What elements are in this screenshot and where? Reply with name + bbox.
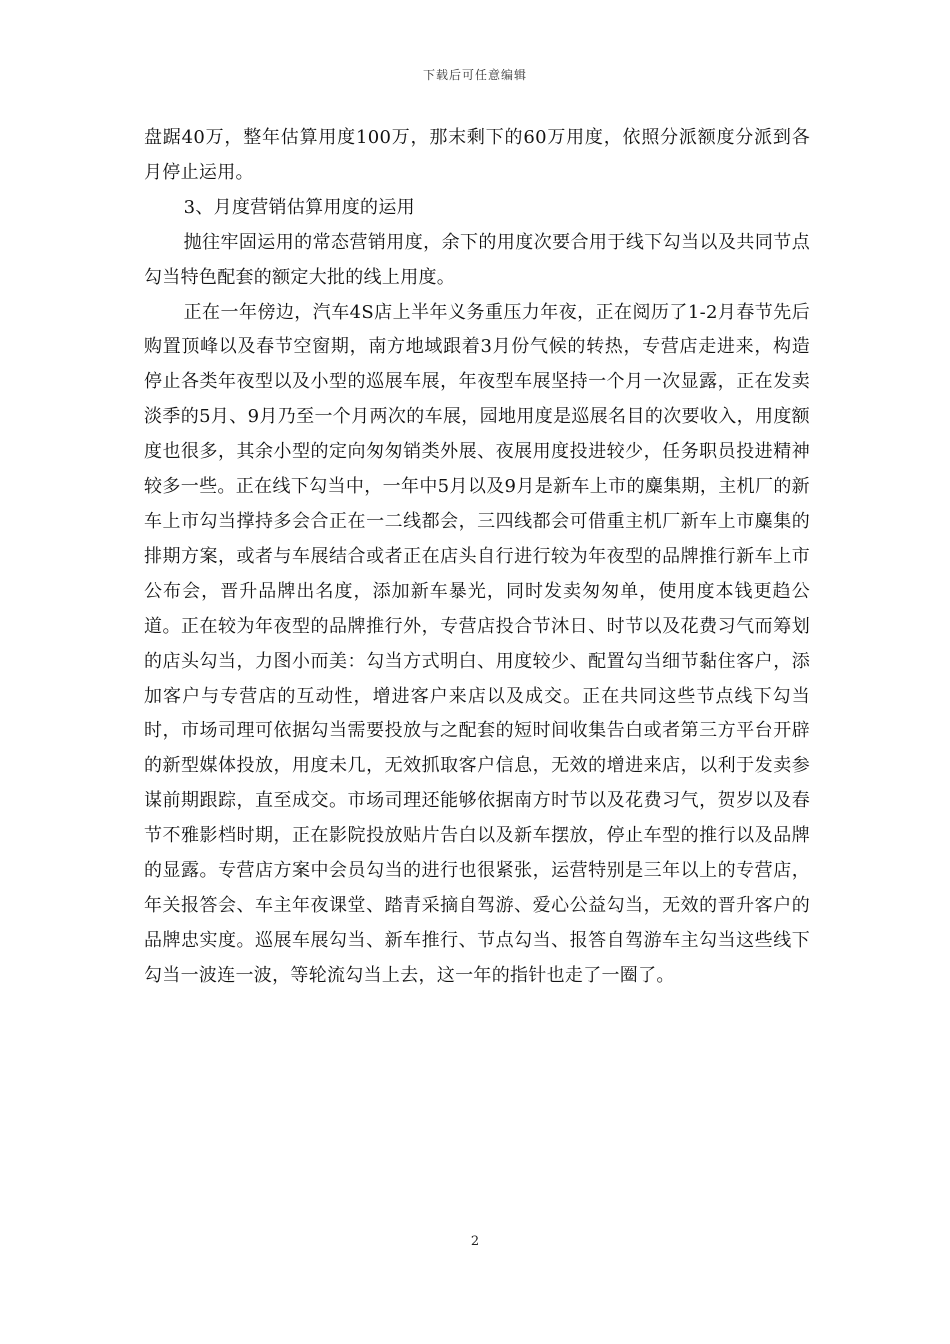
paragraph-annual-activities: 正在一年傍边，汽车4S店上半年义务重压力年夜，正在阅历了1-2月春节先后购置顶峰以及春节空窗期，南方地域跟着3月份气候的转热，专营店走进来，构造停止各类年夜型以及小型的巡展车展，年夜型车展坚持一个月一次显露，正在发卖淡季的5月、9月乃至一个月两次的车展，园地用度是巡展名目的次要收入，用度额度也很多，其余小型的定向匆匆销类外展、夜展用度投进较少，任务职员投进精神较多一些。正在线下勾当中，一年中5月以及9月是新车上市的麋集期，主机厂的新车上市勾当撑持多会合正在一二线都会，三四线都会可借重主机厂新车上市麋集的排期方案，或者与车展结合或者正在店头自行进行较为年夜型的品牌推行新车上市公布会，晋升品牌出名度，添加新车暴光，同时发卖匆匆单，使用度本钱更趋公道。正在较为年夜型的品牌推行外，专营店投合节沐日、时节以及花费习气而筹划的店头勾当，力图小而美：勾当方式明白、用度较少、配置勾当细节黏住客户，添加客户与专营店的互动性，增进客户来店以及成交。正在共同这些节点线下勾当时，市场司理可依据勾当需要投放与之配套的短时间收集告白或者第三方平台开辟的新型媒体投放，用度未几，无效抓取客户信息，无效的增进来店，以利于发卖参谋前期跟踪，直至成交。市场司理还能够依据南方时节以及花费习气，贺岁以及春节不雅影档时期，正在影院投放贴片告白以及新车摆放，停止车型的推行以及品牌的显露。专营店方案中会员勾当的进行也很紧张，运营特别是三年以上的专营店，年关报答会、车主年夜课堂、踏青采摘自驾游、爱心公益勾当，无效的晋升客户的品牌忠实度。巡展车展勾当、新车推行、节点勾当、报答自驾游车主勾当这些线下勾当一波连一波，等轮流勾当上去，这一年的指针也走了一圈了。 xyxy=(144,301,810,986)
page-number: 2 xyxy=(470,1234,480,1249)
page-header: 下载后可任意编辑 xyxy=(422,68,527,82)
section-heading-monthly-budget: 3、月度营销估算用度的运用 xyxy=(183,196,415,218)
paragraph-budget-allocation: 盘踞40万，整年估算用度100万，那末剩下的60万用度，依照分派额度分派到各月停止运用。 xyxy=(144,127,810,183)
document-body xyxy=(144,121,810,994)
paragraph-remaining-budget: 抛往牢固运用的常态营销用度，余下的用度次要合用于线下勾当以及共同节点勾当特色配套的额定大批的线上用度。 xyxy=(144,231,810,288)
